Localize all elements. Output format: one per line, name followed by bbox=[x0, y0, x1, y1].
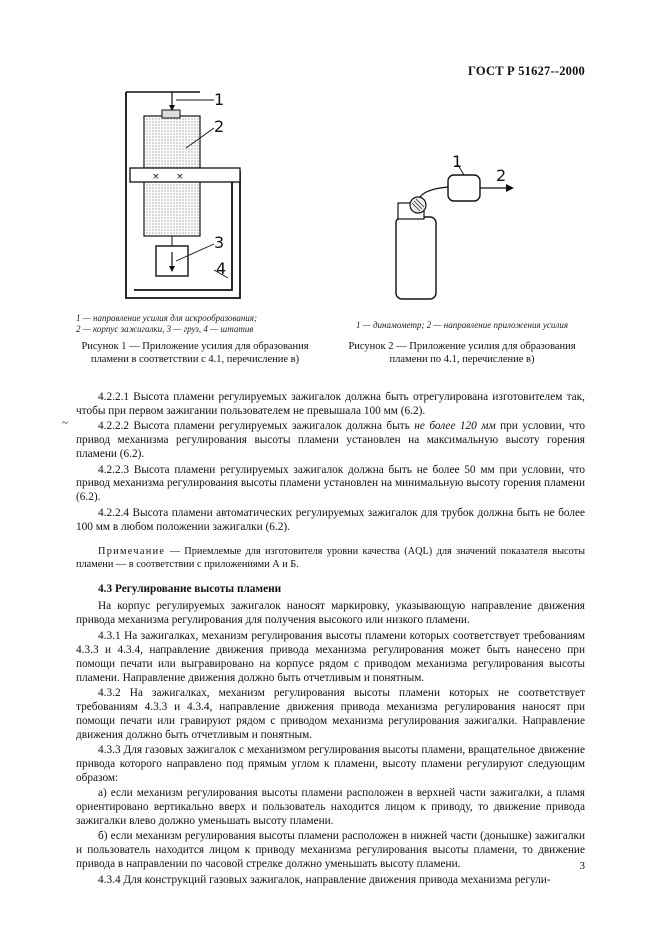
lighter-shape bbox=[396, 217, 436, 299]
paragraph-4-3-4: 4.3.4 Для конструкций газовых зажигалок, направление движения привода механизма регули- bbox=[98, 873, 551, 886]
figure-1-drawing bbox=[110, 88, 250, 308]
paragraph-4-3-intro: На корпус регулируемых зажигалок наносят маркировку, указывающую направление движения привода механизма регулирования для получения высокого или низкого пламени. bbox=[76, 600, 585, 627]
paragraph-4-2-2-2-part-a: 4.2.2.2 Высота пламени регулируемых зажигалок должна быть bbox=[98, 420, 415, 433]
figure-2-drawing bbox=[390, 155, 530, 305]
paragraph-4-2-2-4: 4.2.2.4 Высота пламени автоматических регулируемых зажигалок для трубок должна быть не более 100 мм в любом положении зажигалки (6.2). bbox=[76, 506, 585, 533]
note-label: Примечание bbox=[98, 545, 166, 557]
paragraph-4-2-2-1: 4.2.2.1 Высота пламени регулируемых зажигалок должна быть отрегулирована изготовителем так, чтобы при первом зажигании пользователем не превышала 100 мм (6.2). bbox=[76, 391, 585, 417]
svg-text:×: × bbox=[152, 172, 160, 182]
dynamometer-shape bbox=[448, 175, 480, 201]
paragraph-4-2-2-2-part-b: при условии, что привод механизма регулирования высоты пламени установлен на максимальную высоту горения пламени (6.2). bbox=[76, 420, 585, 461]
margin-mark: ~ bbox=[62, 417, 68, 429]
paragraph-4-3-2: 4.3.2 На зажигалках, механизм регулирования высоты пламени которых не соответствует требованиям 4.3.3 и 4.3.4, направление движения привода механизма регулирования наносят при помощи печати или гравируют рядом с приводом механизма регулирования зажигалки. Направление движения должно быть отчетливым и понятным. bbox=[76, 686, 585, 741]
figure-2 bbox=[390, 155, 530, 305]
paragraph-4-3-3: 4.3.3 Для газовых зажигалок с механизмом регулирования высоты пламени, вращательное движение привода которого направлено под прямым углом к пламени, высоту пламени регулируют следующим образом: bbox=[76, 744, 585, 784]
document-code: ГОСТ Р 51627--2000 bbox=[468, 64, 585, 78]
note-text: — Приемлемые для изготовителя уровни качества (AQL) для значений показателя высоты пламени — в соответствии с приложениями А и Б. bbox=[76, 545, 585, 570]
svg-text:×: × bbox=[176, 172, 184, 182]
paragraph-4-2-2-3: 4.2.2.3 Высота пламени регулируемых зажигалок должна быть не более 50 мм при условии, что привод механизма регулирования высоты пламени установлен на минимальную высоту горения пламени (6.2). bbox=[76, 463, 585, 504]
fig1-label-2: 2 bbox=[214, 117, 225, 136]
fig2-label-2: 2 bbox=[496, 166, 507, 185]
figure-1-legend-line-1: 1 — направление усилия для искрообразования; bbox=[76, 313, 257, 323]
figure-1 bbox=[110, 88, 250, 308]
page-number: 3 bbox=[579, 860, 585, 872]
fig1-label-1: 1 bbox=[214, 90, 225, 109]
section-heading-4-3: 4.3 Регулирование высоты пламени bbox=[98, 582, 282, 595]
paragraph-4-3-3-b: б) если механизм регулирования высоты пламени расположен в нижней части (донышке) зажигалки и пользователь находится лицом к приводу механизма регулирования высоты пламени, то движение привода в направлении по часовой стрелке должно уменьшать высоту пламени. bbox=[76, 830, 585, 871]
stand-arm-shape bbox=[130, 168, 240, 182]
figure-2-caption: Рисунок 2 — Приложение усилия для образования пламени по 4.1, перечисление в) bbox=[348, 341, 576, 365]
figure-2-legend: 1 — динамометр; 2 — направление приложения усилия bbox=[355, 320, 569, 330]
body-text bbox=[76, 391, 585, 889]
fig1-label-3: 3 bbox=[214, 233, 225, 252]
figure-1-legend bbox=[76, 313, 306, 335]
paragraph-4-3-3-a: а) если механизм регулирования высоты пламени расположен в верхней части зажигалки, а пламя ориентировано вертикально вверх и пользователь находится лицом к приводу, то движение привода зажигалки влево должно уменьшать высоту пламени. bbox=[76, 787, 585, 828]
paragraph-4-2-2-2 bbox=[76, 420, 585, 462]
fig1-label-4: 4 bbox=[216, 259, 227, 278]
paragraph-4-2-2-2-emphasis: не более 120 мм bbox=[414, 420, 496, 433]
paragraph-4-3-1: 4.3.1 На зажигалках, механизм регулирования высоты пламени которых соответствует требованиям 4.3.3 и 4.3.4, направление движения привода механизма регулирования может быть нанесено при помощи печати или выгравировано на корпусе рядом с приводом механизма регулирования высоты пламени. Направление движения должно быть отчетливым и понятным. bbox=[76, 629, 585, 684]
note bbox=[76, 545, 585, 571]
fig2-label-1: 1 bbox=[452, 155, 463, 171]
figure-1-legend-line-2: 2 — корпус зажигалки, 3 — груз, 4 — штатив bbox=[76, 324, 254, 334]
figure-1-caption: Рисунок 1 — Приложение усилия для образования пламени в соответствии с 4.1, перечисление в) bbox=[81, 341, 309, 365]
